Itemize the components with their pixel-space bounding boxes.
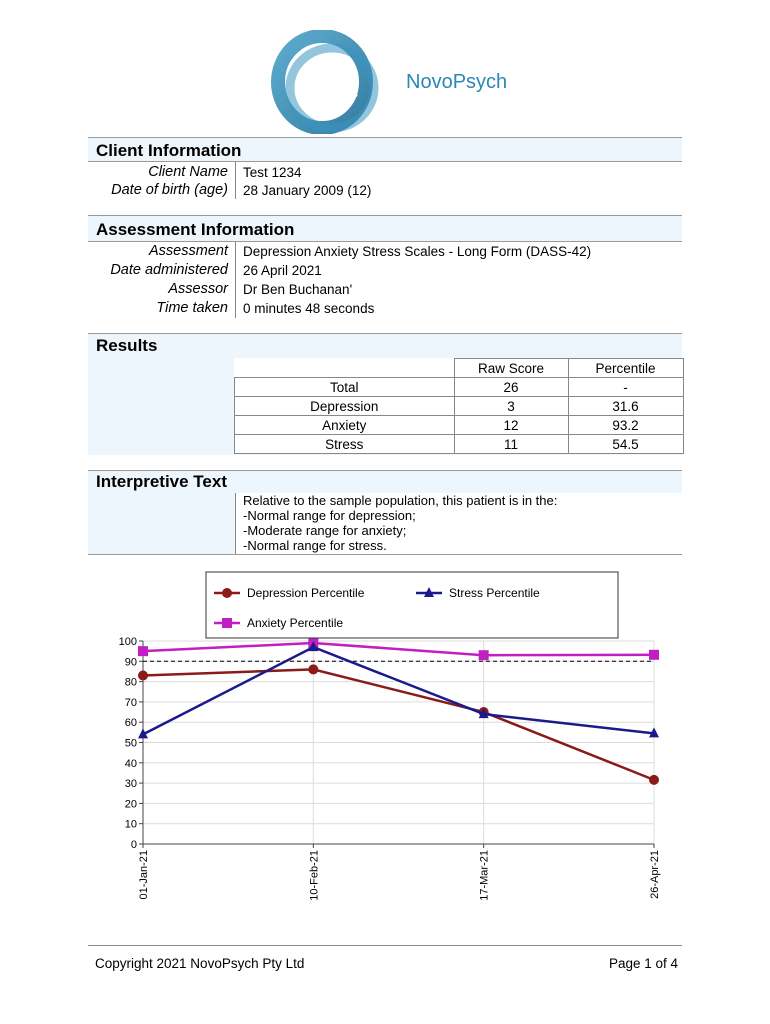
data-point-circle xyxy=(649,775,659,785)
raw-score-header: Raw Score xyxy=(454,359,568,378)
copyright-text: Copyright 2021 NovoPsych Pty Ltd xyxy=(95,956,305,971)
client-name-label: Client Name xyxy=(148,164,228,180)
percentile-line-chart xyxy=(0,565,770,925)
y-tick-label: 50 xyxy=(124,737,137,750)
row-percentile: 31.6 xyxy=(568,397,683,416)
time-taken-label: Time taken xyxy=(156,300,228,316)
client-info-heading: Client Information xyxy=(88,137,682,162)
row-raw: 12 xyxy=(454,416,568,435)
assessment-value: Depression Anxiety Stress Scales - Long Form (DASS-42) xyxy=(243,244,592,259)
row-raw: 3 xyxy=(454,397,568,416)
row-name: Anxiety xyxy=(235,416,455,435)
x-tick-label: 01-Jan-21 xyxy=(138,850,150,900)
y-tick-label: 80 xyxy=(124,676,137,689)
assessor-value: Dr Ben Buchanan' xyxy=(243,282,353,297)
interpretive-line: Relative to the sample population, this patient is in the: xyxy=(243,493,558,508)
y-tick-label: 70 xyxy=(124,696,137,709)
date-administered-label: Date administered xyxy=(110,262,228,278)
y-tick-label: 60 xyxy=(124,717,137,730)
x-tick-label: 26-Apr-21 xyxy=(649,850,661,899)
client-name-value: Test 1234 xyxy=(243,165,302,180)
row-name: Stress xyxy=(235,435,455,454)
interpretive-line: -Moderate range for anxiety; xyxy=(243,523,407,538)
novopsych-logo xyxy=(270,30,385,134)
assessment-label: Assessment xyxy=(149,243,228,259)
data-point-square xyxy=(138,646,148,656)
y-tick-label: 0 xyxy=(130,839,137,851)
client-info-divider xyxy=(235,162,236,199)
assessor-label: Assessor xyxy=(168,281,228,297)
data-point-circle xyxy=(138,671,148,681)
interpretive-heading: Interpretive Text xyxy=(96,472,228,491)
y-tick-label: 90 xyxy=(124,656,137,669)
interpretive-line: -Normal range for depression; xyxy=(243,508,416,523)
x-tick-label: 10-Feb-21 xyxy=(308,850,321,901)
time-taken-value: 0 minutes 48 seconds xyxy=(243,301,375,316)
table-row xyxy=(235,435,684,454)
row-raw: 11 xyxy=(454,435,568,454)
interpretive-line: -Normal range for stress. xyxy=(243,538,387,553)
table-row xyxy=(235,416,684,435)
dob-value: 28 January 2009 (12) xyxy=(243,183,372,198)
data-point-circle xyxy=(308,664,318,674)
y-tick-label: 20 xyxy=(124,798,137,811)
data-point-square xyxy=(649,650,659,660)
row-raw: 26 xyxy=(454,378,568,397)
table-row xyxy=(235,397,684,416)
results-corner xyxy=(235,359,455,378)
y-tick-label: 40 xyxy=(124,757,137,770)
row-name: Total xyxy=(235,378,455,397)
brand-name: NovoPsych xyxy=(406,71,508,93)
interpretive-text xyxy=(235,493,682,554)
row-name: Depression xyxy=(235,397,455,416)
date-administered-value: 26 April 2021 xyxy=(243,263,322,278)
footer-divider xyxy=(88,945,682,946)
row-percentile: 93.2 xyxy=(568,416,683,435)
y-tick-label: 100 xyxy=(118,636,137,648)
legend-marker xyxy=(222,588,232,598)
table-row xyxy=(235,378,684,397)
dob-label: Date of birth (age) xyxy=(111,182,228,198)
x-tick-label: 17-Mar-21 xyxy=(478,850,491,901)
results-table xyxy=(234,358,684,454)
assessment-info-heading: Assessment Information xyxy=(88,215,682,242)
y-tick-label: 30 xyxy=(124,778,137,791)
legend-label: Anxiety Percentile xyxy=(247,616,344,630)
legend-label: Depression Percentile xyxy=(247,586,365,600)
row-percentile: 54.5 xyxy=(568,435,683,454)
percentile-header: Percentile xyxy=(568,359,683,378)
page-number: Page 1 of 4 xyxy=(608,956,678,971)
legend-marker xyxy=(222,618,232,628)
assessment-info-divider xyxy=(235,242,236,318)
data-point-square xyxy=(479,650,489,660)
y-tick-label: 10 xyxy=(124,818,137,831)
row-percentile: - xyxy=(568,378,683,397)
results-heading: Results xyxy=(96,336,158,355)
series-line-square xyxy=(143,643,654,655)
legend-label: Stress Percentile xyxy=(449,586,540,600)
